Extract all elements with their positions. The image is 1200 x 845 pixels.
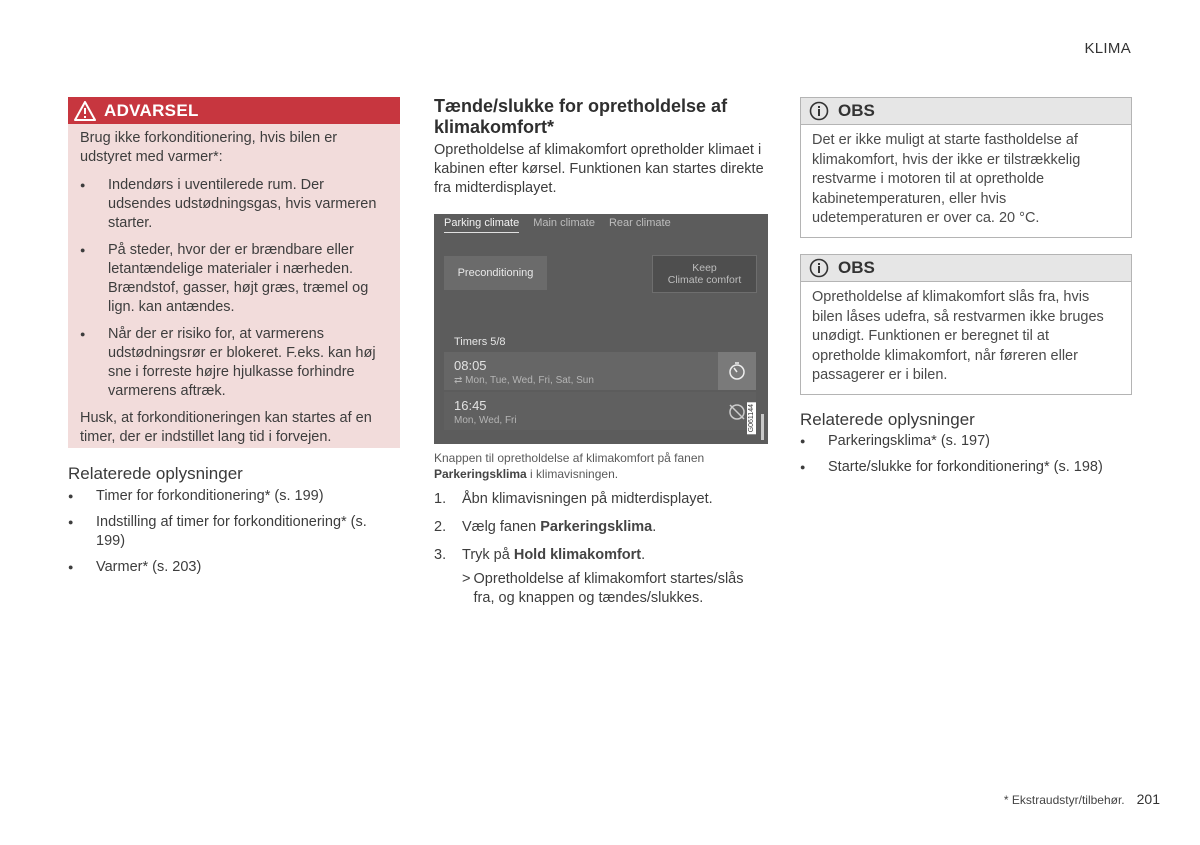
warning-triangle-icon xyxy=(74,101,96,121)
timer-time: 16:45 xyxy=(454,398,487,413)
step-number: 1. xyxy=(434,491,447,507)
warning-header xyxy=(68,97,400,124)
repeat-icon: ⇄ xyxy=(454,375,466,386)
related-link[interactable]: ● Starte/slukke for forkonditionering* (s. 198) xyxy=(800,458,1130,477)
info-icon xyxy=(809,258,829,278)
timer-toggle-button xyxy=(718,352,756,390)
timer-row xyxy=(444,352,756,390)
tab-rear-climate: Rear climate xyxy=(608,217,671,229)
warning-title: ADVARSEL xyxy=(104,100,199,120)
footnote: * Ekstraudstyr/tilbehør. xyxy=(1003,793,1125,807)
climate-tabs xyxy=(444,217,671,233)
page-number: 201 xyxy=(1136,791,1160,807)
keep-climate-comfort-button xyxy=(652,255,757,293)
list-item: ● Indendørs i uventilerede rum. Der udsendes udstødningsgas, hvis varmeren starter. xyxy=(80,176,388,233)
obs-text: Det er ikke muligt at starte fastholdelse af klimakomfort, hvis der ikke er tilstrækkelig restvarme i motoren til at opretholde kabinetemperaturen, eller hvis udetemperaturen er over ca. 20 °C. xyxy=(812,132,1081,226)
section-header: KLIMA xyxy=(1084,40,1131,57)
timer-days-text: Mon, Tue, Wed, Fri, Sat, Sun xyxy=(465,375,594,386)
obs-header xyxy=(801,255,1131,282)
step-item xyxy=(434,490,764,509)
step-text xyxy=(462,546,645,565)
step-text xyxy=(462,518,656,537)
tab-main-climate: Main climate xyxy=(533,217,595,229)
related-list-right xyxy=(800,432,1130,484)
related-title-right: Relaterede oplysninger xyxy=(800,410,975,429)
climate-comfort-label: Climate comfort xyxy=(667,274,742,286)
step-result xyxy=(462,570,764,608)
step-bold: Hold klimakomfort xyxy=(513,547,642,563)
warning-box xyxy=(68,97,400,448)
timer-row xyxy=(444,392,756,430)
steps-list xyxy=(434,490,764,608)
result-text: Opretholdelse af klimakomfort startes/slås fra, og knappen og tændes/slukkes. xyxy=(473,571,744,606)
step-number: 2. xyxy=(434,519,447,535)
timer-icon xyxy=(727,361,747,381)
obs-header xyxy=(801,98,1131,125)
step-number: 3. xyxy=(434,547,447,563)
timer-time: 08:05 xyxy=(454,358,487,373)
climate-screen-image xyxy=(434,214,768,444)
step-text-end: . xyxy=(641,547,646,563)
related-link[interactable]: ● Parkeringsklima* (s. 197) xyxy=(800,432,1130,451)
timer-days: Mon, Wed, Fri xyxy=(454,415,517,426)
obs-box xyxy=(800,254,1132,395)
step-text-end: . xyxy=(652,519,657,535)
caption-text: Knappen til opretholdelse af klimakomfort på fanen xyxy=(434,451,705,465)
warning-intro: Brug ikke forkonditionering, hvis bilen er udstyret med varmer*: xyxy=(80,130,338,165)
obs-title: OBS xyxy=(838,258,875,277)
timer-off-icon xyxy=(727,401,747,421)
tab-parking-climate: Parking climate xyxy=(444,217,519,233)
related-title-left: Relaterede oplysninger xyxy=(68,464,243,483)
warning-list xyxy=(80,176,388,401)
related-link[interactable]: ● Varmer* (s. 203) xyxy=(68,558,388,577)
obs-box xyxy=(800,97,1132,238)
step-text-part: Vælg fanen xyxy=(462,519,541,535)
warning-outro: Husk, at forkonditioneringen kan startes af en timer, der er indstillet lang tid i forvejen. xyxy=(80,410,372,445)
timers-label: Timers 5/8 xyxy=(454,336,506,348)
step-text xyxy=(462,490,713,509)
result-marker: > xyxy=(462,571,471,587)
section-heading: Tænde/slukke for opretholdelse af klimakomfort* xyxy=(434,96,728,137)
list-item: ● På steder, hvor der er brændbare eller letantændelige materialer i nærheden. Brændstof, gasser, højt græs, træmel og lign. kan antændes. xyxy=(80,241,388,317)
step-text-part: Tryk på xyxy=(462,547,514,563)
related-list-left xyxy=(68,487,388,584)
obs-text: Opretholdelse af klimakomfort slås fra, hvis bilen låses udefra, så restvarmen ikke bruges unødigt. Funktionen er beregnet til at opretholde klimakomfort, når føreren eller passagerer er i bilen. xyxy=(812,289,1104,383)
caption-text-end: i klimavisningen. xyxy=(526,467,619,481)
step-item xyxy=(434,546,764,565)
related-link[interactable]: ● Indstilling af timer for forkonditionering* (s. 199) xyxy=(68,513,388,551)
related-link[interactable]: ● Timer for forkonditionering* (s. 199) xyxy=(68,487,388,506)
list-item: ● Når der er risiko for, at varmerens udstødningsrør er blokeret. F.eks. kan høj sne i forreste højre hjulkasse forhindre varmerens aftræk. xyxy=(80,325,388,401)
warning-body xyxy=(68,124,400,447)
keep-label: Keep xyxy=(692,262,717,274)
footer xyxy=(1004,791,1160,807)
scrollbar xyxy=(761,414,764,440)
caption-bold: Parkeringsklima xyxy=(434,467,527,481)
step-text-part: Åbn klimavisningen på midterdisplayet. xyxy=(462,491,713,507)
step-bold: Parkeringsklima xyxy=(540,519,653,535)
preconditioning-button: Preconditioning xyxy=(444,256,547,290)
obs-title: OBS xyxy=(838,101,875,120)
image-code: G061144 xyxy=(748,404,755,433)
intro-text: Opretholdelse af klimakomfort opretholder klimaet i kabinen efter kørsel. Funktionen kan startes direkte fra midterdisplayet. xyxy=(434,142,764,196)
step-item xyxy=(434,518,764,537)
info-icon xyxy=(809,101,829,121)
figure-caption xyxy=(434,450,774,482)
timer-days xyxy=(454,375,594,386)
